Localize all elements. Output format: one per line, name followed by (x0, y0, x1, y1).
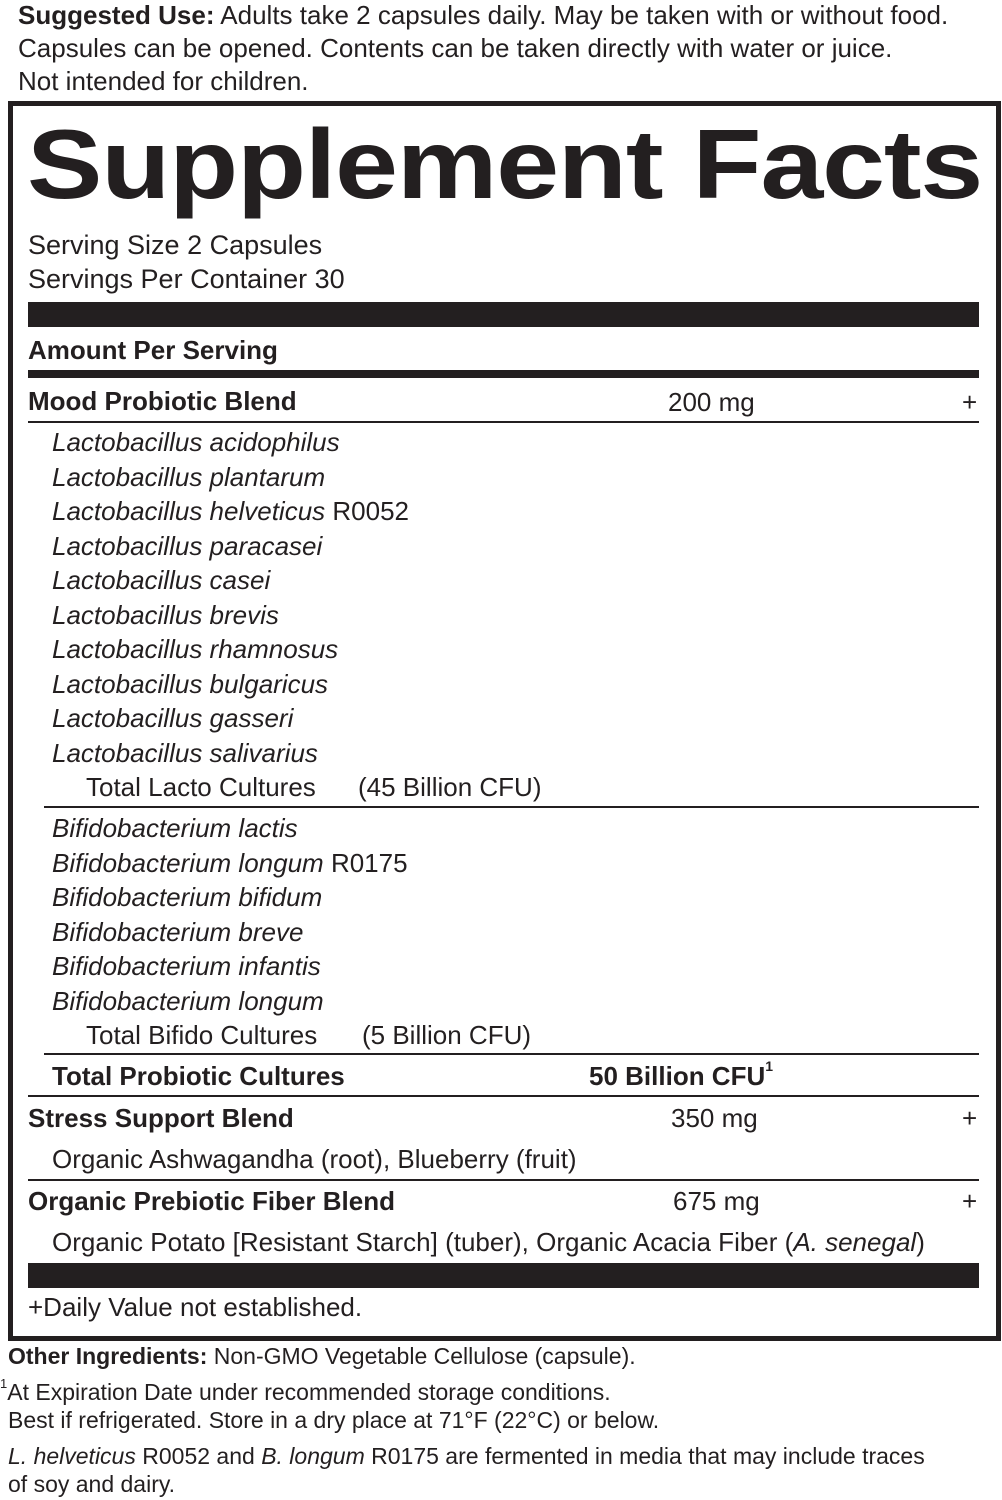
rule-after-total-probiotic (28, 1095, 979, 1097)
allergen-species-b: B. longum (261, 1443, 365, 1469)
stress-blend-dv: + (962, 1103, 978, 1133)
species-name: Lactobacillus brevis (52, 599, 279, 630)
species-name: Lactobacillus helveticus (52, 496, 326, 526)
allergen-text-a: R0052 and (135, 1443, 262, 1469)
total-lacto-value: (45 Billion CFU) (358, 772, 542, 802)
species-name: Lactobacillus bulgaricus (52, 668, 329, 699)
suggested-use-line3: Not intended for children. (18, 66, 309, 96)
species-name: Lactobacillus paracasei (52, 530, 323, 561)
total-bifido-label: Total Bifido Cultures (86, 1020, 318, 1050)
prebiotic-blend-amount: 675 mg (673, 1186, 760, 1216)
species-name: Lactobacillus acidophilus (52, 427, 340, 457)
suggested-use-line2: Capsules can be opened. Contents can be taken directly with water or juice. (18, 33, 893, 63)
thick-rule-top (28, 302, 979, 327)
medium-rule (28, 370, 979, 378)
mood-blend-name: Mood Probiotic Blend (28, 386, 297, 416)
panel-title: Supplement Facts (27, 109, 983, 219)
other-ingredients (8, 1341, 636, 1371)
species-name: Bifidobacterium longum (52, 985, 324, 1016)
strain-code: R0175 (330, 847, 408, 878)
species-name: Lactobacillus plantarum (52, 461, 326, 492)
ingredient-row (52, 460, 325, 494)
ingredient-row (52, 811, 298, 845)
stress-blend-ingredients: Organic Ashwagandha (root), Blueberry (fruit) (52, 1144, 577, 1174)
other-ingredients-text: Non-GMO Vegetable Cellulose (capsule). (213, 1343, 636, 1369)
footnote-1-marker: 1 (0, 1376, 8, 1391)
suggested-use-text-1: Adults take 2 capsules daily. May be taken with or without food. (220, 0, 949, 30)
ingredient-row (52, 632, 338, 666)
ingredient-row (52, 736, 318, 770)
prebiotic-ingredients-post: ) (916, 1227, 925, 1257)
total-bifido-value: (5 Billion CFU) (362, 1020, 532, 1050)
rule-after-bifido (44, 1053, 979, 1055)
footnote-1-text: At Expiration Date under recommended storage conditions. (7, 1379, 611, 1405)
rule-after-mood (28, 421, 979, 423)
ingredient-row (52, 880, 322, 914)
ingredient-row (52, 425, 340, 459)
allergen-species-a: L. helveticus (8, 1443, 136, 1469)
total-probiotic-amount: 50 Billion CFU (589, 1061, 766, 1091)
allergen-text-b: R0175 are fermented in media that may include traces (364, 1443, 925, 1469)
species-name: Bifidobacterium lactis (52, 813, 298, 843)
strain-code: R0052 (332, 496, 410, 526)
allergen-line1 (8, 1441, 925, 1471)
mood-blend-amount: 200 mg (668, 387, 755, 417)
other-ingredients-label: Other Ingredients: (8, 1343, 208, 1369)
ingredient-row (52, 598, 279, 632)
stress-blend-amount: 350 mg (671, 1103, 758, 1133)
ingredient-row (52, 563, 270, 597)
ingredient-row (52, 984, 324, 1018)
total-probiotic-label: Total Probiotic Cultures (52, 1061, 345, 1091)
species-name: Bifidobacterium infantis (52, 951, 321, 981)
total-probiotic-footnote: 1 (765, 1058, 774, 1074)
species-name: Lactobacillus casei (52, 565, 271, 595)
footnote-1-line2: Best if refrigerated. Store in a dry place at 71°F (22°C) or below. (8, 1407, 660, 1433)
species-name: Bifidobacterium longum (52, 847, 324, 878)
ingredient-row (52, 529, 322, 563)
prebiotic-ingredients-species: A. senegal (793, 1227, 917, 1257)
suggested-use-label: Suggested Use: (18, 0, 215, 30)
stress-blend-name: Stress Support Blend (28, 1103, 294, 1133)
ingredient-row (52, 949, 321, 983)
species-name: Bifidobacterium bifidum (52, 882, 323, 912)
suggested-use-line1 (18, 0, 948, 32)
servings-per-container: Servings Per Container 30 (28, 264, 345, 294)
prebiotic-blend-ingredients (52, 1225, 925, 1259)
serving-size: Serving Size 2 Capsules (28, 230, 323, 260)
daily-value-note: +Daily Value not established. (28, 1292, 363, 1322)
total-lacto-label: Total Lacto Cultures (86, 772, 316, 802)
rule-after-lacto (44, 806, 979, 808)
mood-blend-dv: + (962, 387, 978, 417)
total-probiotic-value (589, 1059, 773, 1093)
prebiotic-blend-name: Organic Prebiotic Fiber Blend (28, 1186, 395, 1216)
prebiotic-ingredients-pre: Organic Potato [Resistant Starch] (tuber), Organic Acacia Fiber ( (52, 1227, 794, 1257)
ingredient-row (52, 667, 328, 701)
footnote-1-line1 (0, 1377, 611, 1407)
amount-per-serving: Amount Per Serving (28, 335, 278, 365)
prebiotic-blend-dv: + (962, 1186, 978, 1216)
allergen-line2: of soy and dairy. (8, 1471, 176, 1497)
ingredient-row (52, 915, 303, 949)
ingredient-row (52, 494, 409, 528)
ingredient-row (52, 846, 408, 880)
rule-after-stress (28, 1179, 979, 1181)
ingredient-row (52, 701, 293, 735)
species-name: Lactobacillus salivarius (52, 737, 318, 768)
species-name: Lactobacillus gasseri (52, 703, 294, 733)
thick-rule-bottom (28, 1263, 979, 1288)
species-name: Bifidobacterium breve (52, 916, 304, 947)
species-name: Lactobacillus rhamnosus (52, 634, 339, 664)
